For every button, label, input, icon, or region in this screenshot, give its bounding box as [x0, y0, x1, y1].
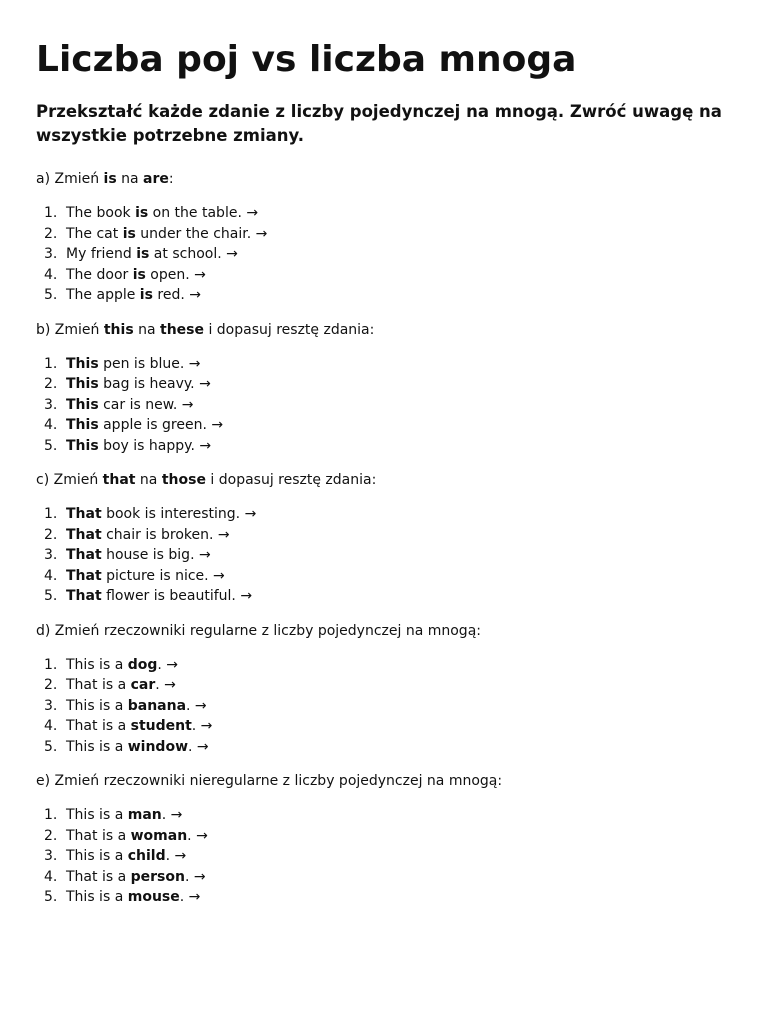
item-number: 4. — [44, 417, 58, 433]
sentence-item — [36, 675, 736, 696]
sentence-list — [36, 203, 736, 306]
item-number: 5. — [44, 287, 58, 303]
sentence-item — [36, 737, 736, 758]
sentence-list — [36, 354, 736, 457]
exercise-section-c — [36, 470, 736, 607]
item-number: 2. — [44, 827, 58, 844]
sentence-item — [36, 586, 736, 607]
text-run: house is big. → — [101, 547, 211, 563]
sentence-item — [36, 696, 736, 717]
text-run: . → — [165, 848, 187, 864]
item-number: 1. — [44, 506, 58, 522]
item-number: 5. — [44, 738, 58, 755]
text-run: apple is green. → — [98, 417, 224, 433]
page-title: Liczba poj vs liczba mnoga — [36, 39, 577, 80]
item-number: 3. — [44, 547, 58, 563]
bold-word: that — [102, 472, 136, 488]
text-run: i dopasuj resztę zdania: — [204, 321, 375, 338]
section-heading — [36, 320, 736, 340]
text-run: i dopasuj resztę zdania: — [205, 472, 377, 488]
worksheet-page — [36, 34, 736, 908]
bold-word: is — [103, 171, 117, 187]
item-number: 1. — [44, 656, 58, 673]
text-run: My friend — [66, 246, 137, 262]
bold-word: man — [127, 807, 162, 823]
item-number: 3. — [44, 848, 58, 864]
bold-word: That — [66, 506, 102, 522]
text-run: car is new. → — [98, 396, 194, 413]
bold-word: That — [66, 547, 102, 563]
sentence-item — [36, 285, 736, 306]
sentence-item — [36, 395, 736, 416]
sentence-item — [36, 224, 736, 245]
text-run: c) Zmień — [36, 472, 103, 488]
item-number: 2. — [44, 526, 58, 543]
bold-word: mouse — [127, 889, 180, 905]
text-run: This is a — [66, 807, 128, 823]
sentence-item — [36, 805, 736, 826]
instruction-text: Przekształć każde zdanie z liczby pojedynczej na mnogą. Zwróć uwagę na wszystkie potrzebne zmiany. — [36, 102, 722, 145]
text-run: book is interesting. → — [101, 506, 257, 522]
text-run: on the table. → — [148, 205, 259, 221]
exercise-section-b — [36, 320, 736, 457]
sentence-item — [36, 415, 736, 436]
text-run: : — [168, 171, 174, 187]
sentence-item — [36, 244, 736, 265]
text-run: d) Zmień rzeczowniki regularne z liczby pojedynczej na mnogą: — [36, 622, 481, 639]
sentence-item — [36, 374, 736, 395]
text-run: . → — [184, 868, 206, 885]
bold-word: is — [135, 205, 149, 221]
sentence-item — [36, 436, 736, 457]
bold-word: This — [66, 376, 99, 392]
text-run: That is a — [66, 718, 131, 734]
text-run: . → — [179, 889, 201, 905]
item-number: 2. — [44, 376, 58, 392]
sentence-item — [36, 525, 736, 546]
text-run: flower is beautiful. → — [101, 588, 253, 604]
text-run: That is a — [66, 868, 131, 885]
text-run: The apple — [66, 287, 140, 303]
bold-word: That — [66, 567, 102, 584]
item-number: 2. — [44, 677, 58, 693]
bold-word: woman — [130, 827, 188, 844]
text-run: This is a — [66, 889, 128, 905]
section-heading — [36, 169, 736, 189]
bold-word: This — [66, 437, 99, 454]
bold-word: window — [127, 738, 189, 755]
text-run: na — [116, 171, 144, 187]
sentence-item — [36, 887, 736, 908]
bold-word: this — [103, 321, 134, 338]
text-run: . → — [191, 718, 213, 734]
text-run: This is a — [66, 697, 128, 714]
text-run: open. → — [145, 266, 206, 283]
text-run: e) Zmień rzeczowniki nieregularne z liczby pojedynczej na mnogą: — [36, 773, 503, 789]
bold-word: are — [143, 171, 169, 187]
exercise-section-e — [36, 771, 736, 908]
sentence-item — [36, 846, 736, 867]
item-number: 3. — [44, 697, 58, 714]
item-number: 5. — [44, 889, 58, 905]
sentence-item — [36, 655, 736, 676]
sentence-item — [36, 867, 736, 888]
bold-word: these — [160, 321, 204, 338]
text-run: pen is blue. → — [98, 355, 201, 372]
sentence-item — [36, 504, 736, 525]
text-run: a) Zmień — [36, 171, 104, 187]
bold-word: student — [130, 718, 192, 734]
item-number: 2. — [44, 225, 58, 242]
item-number: 1. — [44, 807, 58, 823]
text-run: boy is happy. → — [98, 437, 212, 454]
item-number: 5. — [44, 437, 58, 454]
text-run: The cat — [66, 225, 123, 242]
text-run: This is a — [66, 738, 128, 755]
bold-word: This — [66, 355, 99, 372]
text-run: This is a — [66, 848, 128, 864]
item-number: 4. — [44, 868, 58, 885]
text-run: . → — [161, 807, 183, 823]
item-number: 4. — [44, 718, 58, 734]
sentence-item — [36, 354, 736, 375]
text-run: . → — [155, 677, 176, 693]
item-number: 5. — [44, 588, 58, 604]
item-number: 3. — [44, 246, 58, 262]
item-number: 1. — [44, 205, 58, 221]
text-run: The door — [66, 266, 133, 283]
text-run: . → — [157, 656, 179, 673]
bold-word: is — [132, 266, 146, 283]
bold-word: dog — [127, 656, 158, 673]
bold-word: banana — [127, 697, 187, 714]
text-run: under the chair. → — [135, 225, 268, 242]
text-run: That is a — [66, 677, 131, 693]
text-run: . → — [186, 697, 207, 714]
text-run: at school. → — [149, 246, 238, 262]
sentence-item — [36, 566, 736, 587]
item-number: 4. — [44, 266, 58, 283]
sentence-item — [36, 826, 736, 847]
bold-word: That — [66, 526, 102, 543]
exercise-section-a — [36, 169, 736, 306]
text-run: na — [133, 321, 161, 338]
section-heading — [36, 771, 736, 791]
bold-word: This — [66, 417, 99, 433]
bold-word: child — [127, 848, 166, 864]
bold-word: car — [130, 677, 156, 693]
item-number: 3. — [44, 396, 58, 413]
sentence-list — [36, 504, 736, 607]
sentence-item — [36, 545, 736, 566]
bold-word: is — [136, 246, 150, 262]
text-run: b) Zmień — [36, 321, 104, 338]
text-run: This is a — [66, 656, 128, 673]
text-run: bag is heavy. → — [98, 376, 211, 392]
text-run: na — [135, 472, 162, 488]
section-heading — [36, 470, 736, 490]
bold-word: is — [122, 225, 136, 242]
sentence-item — [36, 265, 736, 286]
bold-word: is — [139, 287, 153, 303]
bold-word: This — [66, 396, 99, 413]
section-heading — [36, 621, 736, 641]
text-run: picture is nice. → — [101, 567, 225, 584]
text-run: . → — [188, 738, 209, 755]
bold-word: those — [161, 472, 206, 488]
item-number: 1. — [44, 355, 58, 372]
bold-word: person — [130, 868, 185, 885]
item-number: 4. — [44, 567, 58, 584]
sentence-list — [36, 655, 736, 758]
text-run: The book — [66, 205, 136, 221]
sentence-item — [36, 203, 736, 224]
text-run: chair is broken. → — [101, 526, 230, 543]
bold-word: That — [66, 588, 102, 604]
text-run: red. → — [152, 287, 201, 303]
sentence-item — [36, 716, 736, 737]
exercise-section-d — [36, 621, 736, 758]
sentence-list — [36, 805, 736, 908]
text-run: That is a — [66, 827, 131, 844]
text-run: . → — [187, 827, 208, 844]
